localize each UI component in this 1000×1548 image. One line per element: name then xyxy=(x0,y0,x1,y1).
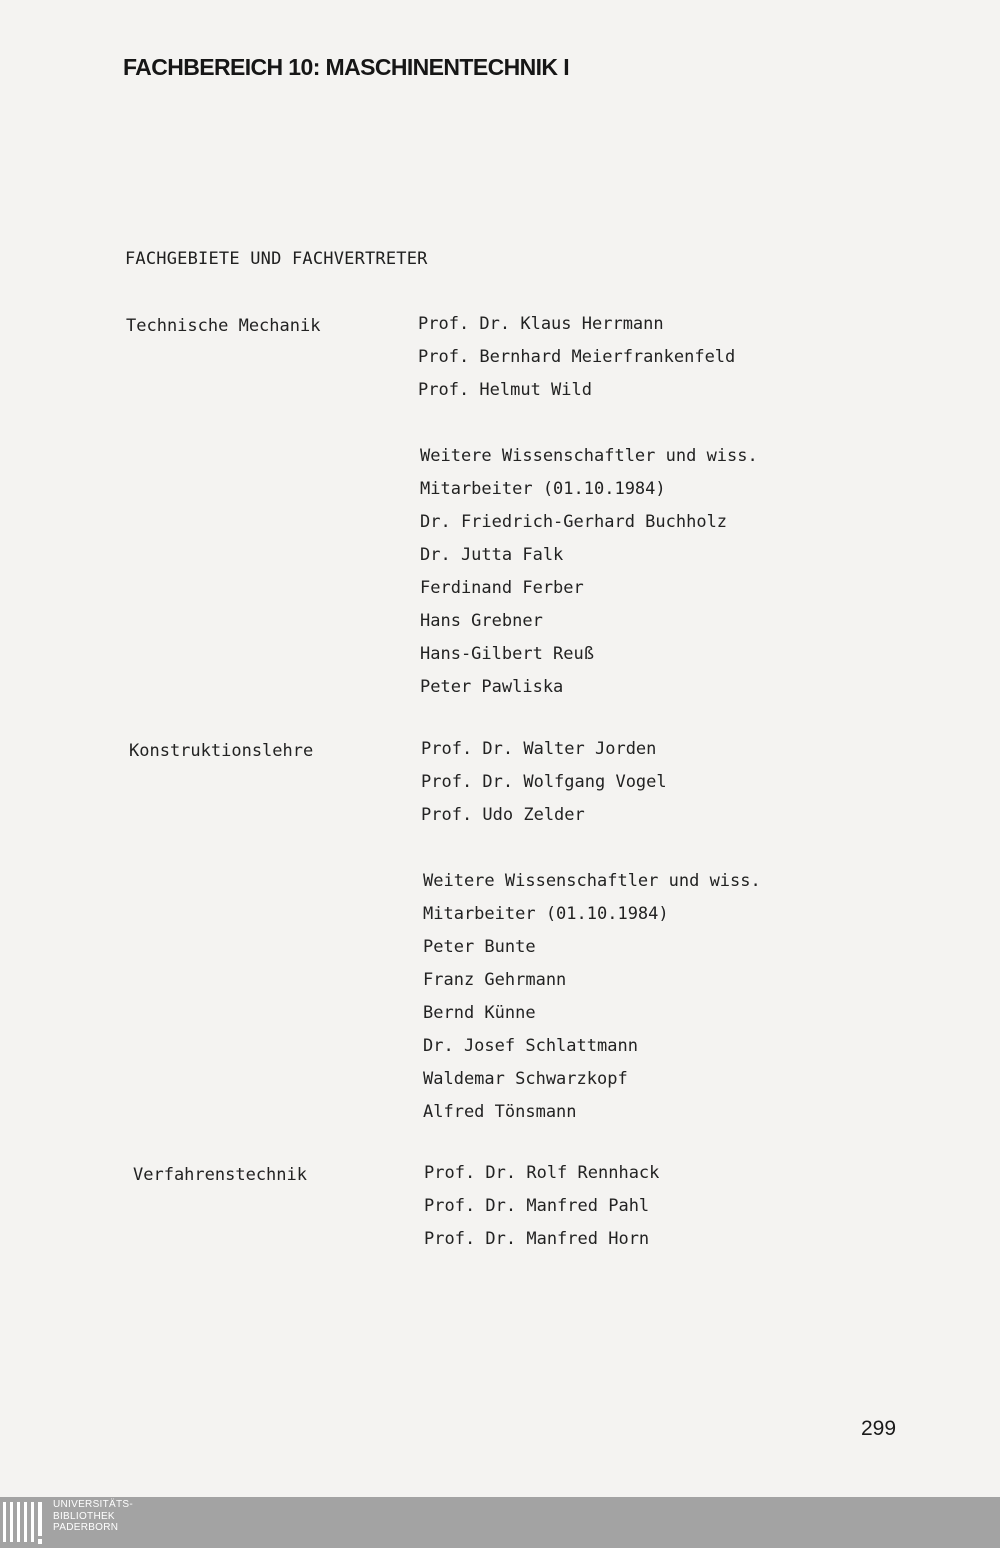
professor-entry: Prof. Dr. Rolf Rennhack xyxy=(424,1163,660,1183)
spacer xyxy=(418,407,758,440)
staff-entry: Waldemar Schwarzkopf xyxy=(423,1069,628,1089)
section-heading: FACHGEBIETE UND FACHVERTRETER xyxy=(125,249,428,269)
spacer xyxy=(421,832,761,865)
staff-entry: Franz Gehrmann xyxy=(423,970,567,990)
staff-entry: Peter Pawliska xyxy=(420,677,564,697)
field-name: Konstruktionslehre xyxy=(129,741,314,761)
staff-heading: Mitarbeiter (01.10.1984) xyxy=(423,904,669,924)
professor-entry: Prof. Dr. Wolfgang Vogel xyxy=(421,772,667,792)
professor-entry: Prof. Dr. Klaus Herrmann xyxy=(418,314,664,334)
field-name: Technische Mechanik xyxy=(126,316,321,336)
staff-entry: Bernd Künne xyxy=(423,1003,536,1023)
professor-entry: Prof. Dr. Manfred Horn xyxy=(424,1229,650,1249)
staff-entry: Dr. Josef Schlattmann xyxy=(423,1036,638,1056)
library-logo-icon xyxy=(2,1500,46,1546)
page-title: FACHBEREICH 10: MASCHINENTECHNIK I xyxy=(123,54,570,80)
staff-entry: Hans-Gilbert Reuß xyxy=(420,644,594,664)
library-banner xyxy=(0,1497,1000,1548)
staff-entry: Peter Bunte xyxy=(423,937,536,957)
staff-entry: Alfred Tönsmann xyxy=(423,1102,577,1122)
staff-entry: Dr. Friedrich-Gerhard Buchholz xyxy=(420,512,728,532)
page-number: 299 xyxy=(861,1417,897,1440)
professor-entry: Prof. Dr. Walter Jorden xyxy=(421,739,657,759)
staff-heading: Weitere Wissenschaftler und wiss. xyxy=(423,871,761,891)
professor-entry: Prof. Helmut Wild xyxy=(418,380,592,400)
library-name-line: UNIVERSITÄTS- xyxy=(53,1499,134,1510)
staff-heading: Mitarbeiter (01.10.1984) xyxy=(420,479,666,499)
staff-heading: Weitere Wissenschaftler und wiss. xyxy=(420,446,758,466)
field-members xyxy=(418,308,758,704)
library-name-line: PADERBORN xyxy=(53,1522,119,1533)
field-members xyxy=(421,733,761,1129)
library-name-line: BIBLIOTHEK xyxy=(53,1510,115,1522)
field-name: Verfahrenstechnik xyxy=(133,1165,307,1185)
library-name xyxy=(53,1499,133,1534)
professor-entry: Prof. Dr. Manfred Pahl xyxy=(424,1196,650,1216)
professor-entry: Prof. Bernhard Meierfrankenfeld xyxy=(418,347,736,367)
staff-entry: Dr. Jutta Falk xyxy=(420,545,564,565)
field-members xyxy=(424,1157,659,1256)
staff-entry: Hans Grebner xyxy=(420,611,543,631)
staff-entry: Ferdinand Ferber xyxy=(420,578,584,598)
professor-entry: Prof. Udo Zelder xyxy=(421,805,585,825)
